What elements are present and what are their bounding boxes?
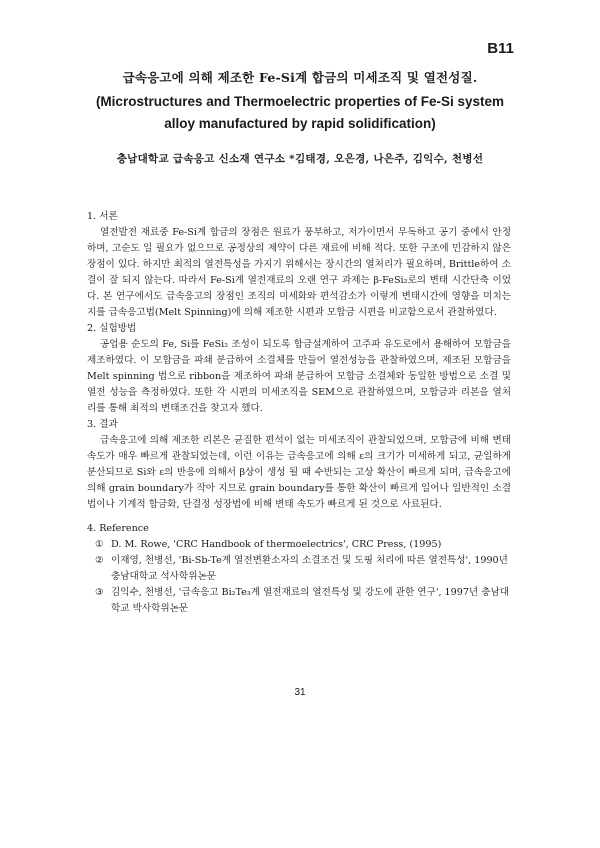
reference-number: ② [95,555,104,566]
section-text-method: 공업용 순도의 Fe, Si를 FeSi₂ 조성이 되도록 합금설계하여 고주파 유도로에서 용해하여 모합금을 제조하였다. 이 모합금을 파쇄 분급하여 소결체를 만들어 열전성능을 관찰하였으며, 제조된 모합금을 Melt spinning 법으로 ribbon을 제조하여 파쇄 분급하여 모합금 소결체와 동일한 방법으로 소결 및 열전 성능을 측정하였다. 또한 각 시편의 미세조직을 SEM으로 관찰하였으며, 모합금과 리본을 열처리를 통해 최적의 변태조건을 찾고자 했다. [87,339,511,414]
section-heading-reference: 4. Reference [87,523,149,534]
page-number: 31 [294,687,306,698]
reference-number: ① [95,539,104,550]
reference-number: ③ [95,587,104,598]
session-code: B11 [487,40,514,57]
section-heading-intro: 1. 서론 [87,211,118,222]
section-text-intro: 열전발전 재료중 Fe-Si계 합금의 장점은 원료가 풍부하고, 저가이면서 무독하고 공기 중에서 안정하며, 고순도 일 필요가 없으므로 공정상의 제약이 다른 재료에 비해 적다. 또한 구조에 민감하지 않은 장점이 있다. 하지만 최적의 열전특성을 가지기 위해서는 장시간의 열처리가 필요하며, Brittle하여 소결이 잘 되지 않는다. 따라서 Fe-Si계 열전재료의 오랜 연구 과제는 β-FeSi₂로의 변태 시간단축 이었다. 본 연구에서도 급속응고의 장점인 조직의 미세화와 편석감소가 이렇게 변태시간에 영향을 미치는 지를 급속응고법(Melt Spinning)에 의해 제조한 시편과 모합금 시편을 비교함으로서 관찰하였다. [87,227,511,318]
reference-item [95,537,511,553]
reference-item [95,585,511,617]
reference-item [95,553,511,585]
paper-title [0,68,600,135]
reference-text: 김익수, 천병선, '급속응고 Bi₂Te₃계 열전재료의 열전특성 및 강도에 관한 연구', 1997년 충남대학교 박사학위논문 [111,587,510,614]
title-english [0,91,600,135]
reference-text: D. M. Rowe, 'CRC Handbook of thermoelectrics', CRC Press, (1995) [111,539,442,550]
title-english-line-2: alloy manufactured by rapid solidification) [164,116,436,131]
section-heading-method: 2. 실험방법 [87,323,137,334]
paper-body [87,209,511,617]
author-list: 충남대학교 급속응고 신소재 연구소 *김태경, 오은경, 나은주, 김익수, 천병선 [116,153,484,165]
reference-text: 이재영, 천병선, 'Bi-Sb-Te계 열전변환소자의 소결조건 및 도핑 처리에 따른 열전특성', 1990년 충남대학교 석사학위논문 [111,555,508,582]
title-korean: 급속응고에 의해 제조한 Fe-Si계 합금의 미세조직 및 열전성질. [122,70,478,85]
section-heading-result: 3. 결과 [87,419,118,430]
section-text-result: 급속응고에 의해 제조한 리본은 균질한 편석이 없는 미세조직이 관찰되었으며, 모합금에 비해 변태 속도가 매우 빠르게 관찰되었는데, 이런 이유는 급속응고에 의해 ε의 크기가 미세하게 되고, 균일하게 분산되므로 Si와 ε의 반응에 의해서 β상이 생성 될 때 수반되는 고상 확산이 빠르게 되며, 급속응고에 의해 grain boundary가 작아 지므로 grain boundary를 통한 확산이 빠르게 일어나 일반적인 소결법이나 기계적 합금화, 단결정 성장법에 비해 변태 속도가 빠르게 된 것으로 사료된다. [87,435,511,510]
title-english-line-1: (Microstructures and Thermoelectric properties of Fe-Si system [95,94,505,109]
